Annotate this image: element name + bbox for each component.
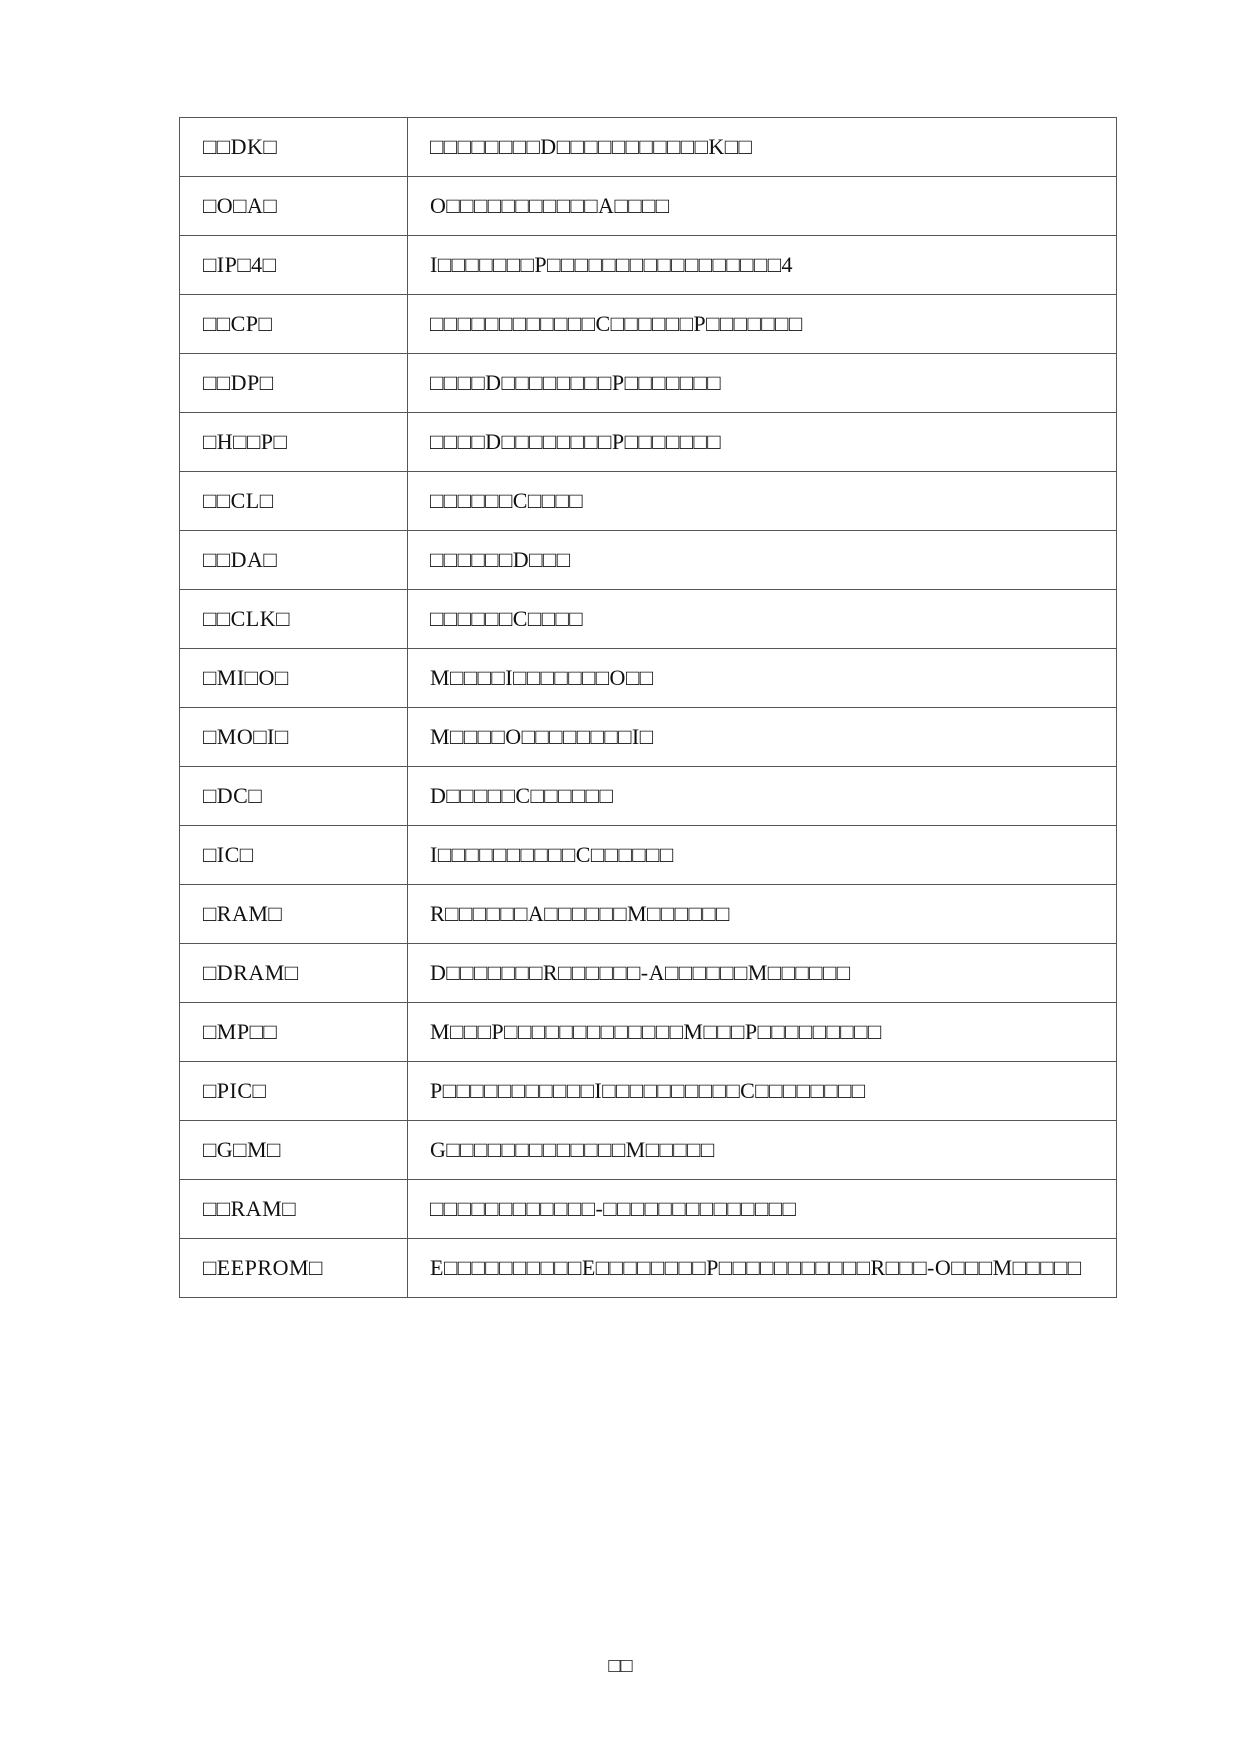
abbreviation-term: □O□A□ <box>180 177 408 236</box>
abbreviation-term: □G□M□ <box>180 1121 408 1180</box>
abbreviation-definition: D□□□□□C□□□□□□ <box>408 767 1117 826</box>
table-row <box>180 1180 1117 1239</box>
abbreviation-term: □□DP□ <box>180 354 408 413</box>
abbreviation-definition: P□□□□□□□□□□□I□□□□□□□□□□C□□□□□□□□ <box>408 1062 1117 1121</box>
abbreviation-definition: M□□□□I□□□□□□□O□□ <box>408 649 1117 708</box>
abbreviation-term: □DRAM□ <box>180 944 408 1003</box>
abbreviation-term: □IC□ <box>180 826 408 885</box>
abbreviation-definition: M□□□P□□□□□□□□□□□□□M□□□P□□□□□□□□□ <box>408 1003 1117 1062</box>
abbreviation-definition: □□□□□□□□D□□□□□□□□□□□K□□ <box>408 118 1117 177</box>
abbreviation-definition: □□□□□□C□□□□ <box>408 590 1117 649</box>
table-row <box>180 885 1117 944</box>
abbreviation-definition: □□□□□□C□□□□ <box>408 472 1117 531</box>
table-row <box>180 649 1117 708</box>
table-row <box>180 944 1117 1003</box>
abbreviation-definition: I□□□□□□□□□□C□□□□□□ <box>408 826 1117 885</box>
table-row <box>180 531 1117 590</box>
table-row <box>180 236 1117 295</box>
table-row <box>180 177 1117 236</box>
abbreviation-term: □MO□I□ <box>180 708 408 767</box>
table-row <box>180 354 1117 413</box>
abbreviation-term: □□CP□ <box>180 295 408 354</box>
abbreviation-definition: I□□□□□□□P□□□□□□□□□□□□□□□□□4 <box>408 236 1117 295</box>
abbreviation-definition: G□□□□□□□□□□□□□M□□□□□ <box>408 1121 1117 1180</box>
abbreviation-definition: D□□□□□□□R□□□□□□-A□□□□□□M□□□□□□ <box>408 944 1117 1003</box>
abbreviation-definition: □□□□D□□□□□□□□P□□□□□□□ <box>408 413 1117 472</box>
abbreviation-definition: □□□□□□D□□□ <box>408 531 1117 590</box>
abbreviation-term: □DC□ <box>180 767 408 826</box>
abbreviation-term: □MI□O□ <box>180 649 408 708</box>
abbreviation-term: □□RAM□ <box>180 1180 408 1239</box>
abbreviation-term: □MP□□ <box>180 1003 408 1062</box>
abbreviation-definition: □□□□□□□□□□□□C□□□□□□P□□□□□□□ <box>408 295 1117 354</box>
abbreviation-term: □□CL□ <box>180 472 408 531</box>
table-row <box>180 590 1117 649</box>
table-row <box>180 295 1117 354</box>
page-number: □□ <box>608 1655 633 1677</box>
table-row <box>180 118 1117 177</box>
abbreviation-definition: M□□□□O□□□□□□□□I□ <box>408 708 1117 767</box>
abbreviation-definition: □□□□□□□□□□□□-□□□□□□□□□□□□□□ <box>408 1180 1117 1239</box>
abbreviation-term: □IP□4□ <box>180 236 408 295</box>
table-row <box>180 767 1117 826</box>
abbreviation-term: □□DA□ <box>180 531 408 590</box>
abbreviation-table <box>179 117 1117 1298</box>
table-row <box>180 1121 1117 1180</box>
abbreviation-term: □H□□P□ <box>180 413 408 472</box>
abbreviation-term: □□DK□ <box>180 118 408 177</box>
abbreviation-term: □PIC□ <box>180 1062 408 1121</box>
abbreviation-term: □RAM□ <box>180 885 408 944</box>
abbreviation-term: □□CLK□ <box>180 590 408 649</box>
abbreviation-definition: O□□□□□□□□□□□A□□□□ <box>408 177 1117 236</box>
table-row <box>180 708 1117 767</box>
table-row <box>180 826 1117 885</box>
table-row <box>180 1239 1117 1298</box>
abbreviation-table-body <box>180 118 1117 1298</box>
table-row <box>180 1003 1117 1062</box>
abbreviation-definition: E□□□□□□□□□□E□□□□□□□□P□□□□□□□□□□□R□□□-O□□□M□□□□□ <box>408 1239 1117 1298</box>
abbreviation-definition: R□□□□□□A□□□□□□M□□□□□□ <box>408 885 1117 944</box>
table-row <box>180 1062 1117 1121</box>
table-row <box>180 472 1117 531</box>
abbreviation-definition: □□□□D□□□□□□□□P□□□□□□□ <box>408 354 1117 413</box>
table-row <box>180 413 1117 472</box>
abbreviation-term: □EEPROM□ <box>180 1239 408 1298</box>
